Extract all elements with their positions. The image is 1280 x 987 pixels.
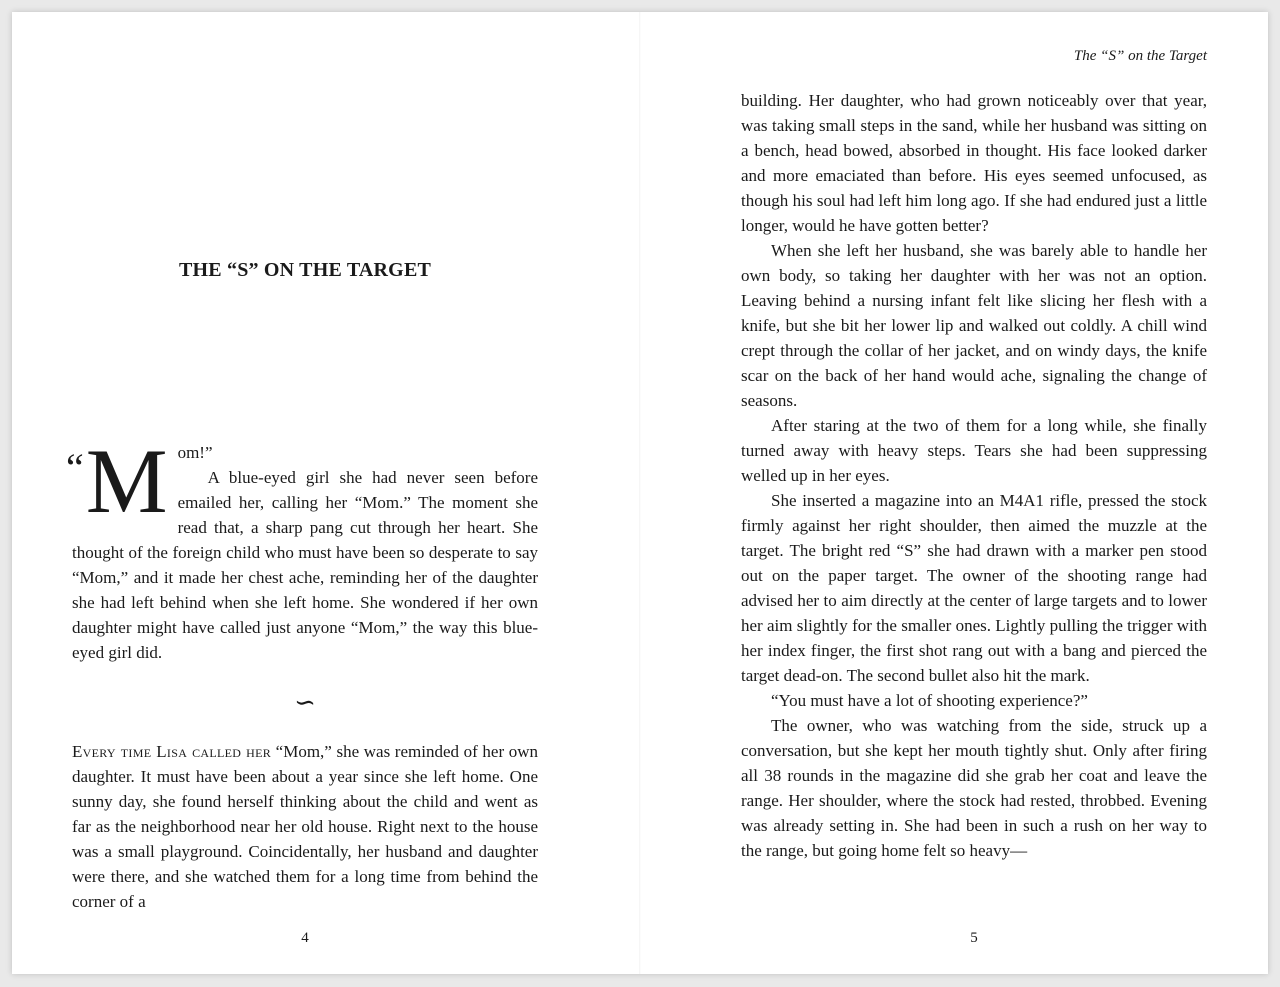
paragraph: “You must have a lot of shooting experience?” <box>771 691 1088 710</box>
drop-cap-quote: “ <box>66 445 84 490</box>
page-number-left: 4 <box>301 930 309 946</box>
right-page-body <box>741 88 1207 863</box>
opening-line: om!” <box>177 443 213 462</box>
right-page <box>741 12 1207 974</box>
running-head: The “S” on the Target <box>1073 48 1207 64</box>
paragraph: The owner, who was watching from the side, struck up a conversation, but she kept her mouth tightly shut. Only after firing all 38 rounds in the magazine did she grab her coat and leave the range. Her shoulder, where the stock had rested, throbbed. Evening was already setting in. She had been in such a rush on her way to the range, but going home felt so heavy— <box>741 716 1207 860</box>
drop-cap-letter: M <box>85 430 168 532</box>
paragraph: After staring at the two of them for a long while, she finally turned away with heavy steps. Tears she had been suppressing welled up in her eyes. <box>741 416 1207 485</box>
paragraph: She inserted a magazine into an M4A1 rifle, pressed the stock firmly against her right shoulder, then aimed the muzzle at the target. The bright red “S” she had drawn with a marker pen stood out on the paper target. The owner of the shooting range had advised her to aim directly at the center of large targets and to lower her aim slightly for the smaller ones. Lightly pulling the trigger with her index finger, the first shot rang out with a bang and pierced the target dead-on. The second bullet also hit the mark. <box>741 491 1207 685</box>
section-two <box>72 739 538 914</box>
paragraph: building. Her daughter, who had grown noticeably over that year, was taking small steps in the sand, while her husband was sitting on a bench, head bowed, absorbed in thought. His face looked darker and more emaciated than before. His eyes seemed unfocused, as though his soul had left him long ago. If she had endured just a little longer, would he have gotten better? <box>741 91 1207 235</box>
section-two-lead-in: Every time Lisa called her <box>72 742 272 761</box>
book-gutter <box>639 12 641 974</box>
section-two-paragraph <box>72 739 538 914</box>
section-two-text: “Mom,” she was reminded of her own daughter. It must have been about a year since she left home. One sunny day, she found herself thinking about the child and went as far as the neighborhood near her old house. Right next to the house was a small playground. Coincidentally, her husband and daughter were there, and she watched them for a long time from behind the corner of a <box>72 742 539 911</box>
section-break-ornament: ∽ <box>294 688 316 717</box>
drop-cap <box>66 430 168 532</box>
opening-paragraph: A blue-eyed girl she had never seen before emailed her, calling her “Mom.” The moment she read that, a sharp pang cut through her heart. She thought of the foreign child who must have been so desperate to say “Mom,” and it made her chest ache, reminding her of the daughter she had left behind when she left home. She wondered if her own daughter might have called just anyone “Mom,” the way this blue-eyed girl did. <box>72 468 538 662</box>
paragraph: When she left her husband, she was barely able to handle her own body, so taking her daughter with her was not an option. Leaving behind a nursing infant felt like slicing her flesh with a knife, but she bit her lower lip and walked out coldly. A chill wind crept through the collar of her jacket, and on windy days, the knife scar on the back of her hand would ache, signaling the change of seasons. <box>741 241 1207 410</box>
book-spread <box>12 12 1268 974</box>
page-number-right: 5 <box>970 930 978 946</box>
chapter-title: THE “S” ON THE TARGET <box>178 259 432 281</box>
left-page <box>66 12 539 974</box>
opening-section <box>66 430 538 665</box>
